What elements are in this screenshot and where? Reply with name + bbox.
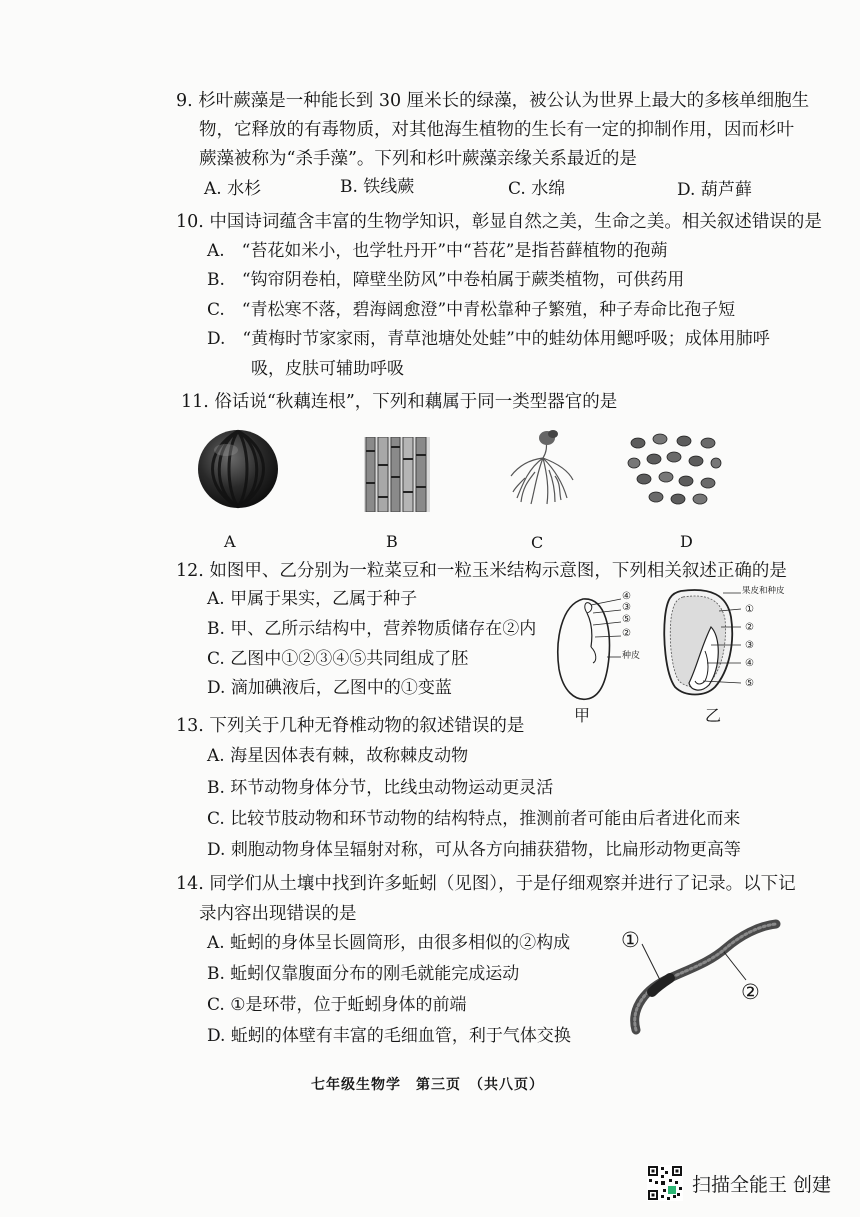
q11-label-a: A — [224, 532, 236, 551]
yi-label-2: ② — [745, 622, 754, 633]
q12-option-d: D. 滴加碘液后，乙图中的①变蓝 — [207, 678, 452, 698]
yi-label-5: ⑤ — [745, 678, 754, 689]
q14-line-2: 录内容出现错误的是 — [199, 904, 357, 924]
jia-label-3: ③ — [622, 602, 631, 613]
q12-option-c: C. 乙图中①②③④⑤共同组成了胚 — [207, 649, 469, 669]
q9-option-d: D. 葫芦藓 — [677, 180, 752, 200]
page-footer: 七年级生物学 第三页 （共八页） — [311, 1077, 544, 1093]
q14-line-1: 14. 同学们从土壤中找到许多蚯蚓（见图），于是仔细观察并进行了记录。以下记 — [176, 874, 796, 894]
caption-yi: 乙 — [705, 706, 722, 725]
watermelon-image — [196, 428, 280, 510]
q9-option-c: C. 水绵 — [508, 179, 566, 199]
q14-option-c: C. ①是环带，位于蚯蚓身体的前端 — [207, 995, 467, 1015]
q13-option-c: C. 比较节肢动物和环节动物的结构特点，推测前者可能由后者进化而来 — [207, 809, 741, 829]
jia-label-5: ⑤ — [622, 614, 631, 625]
qr-code-icon — [647, 1165, 683, 1201]
jia-label-4: ④ — [622, 591, 631, 602]
corn-kernel-diagram — [661, 587, 751, 699]
q11-stem: 11. 俗话说“秋藕连根”，下列和藕属于同一类型器官的是 — [181, 392, 618, 412]
jia-label-seed-coat: 种皮 — [622, 651, 641, 661]
q14-option-d: D. 蚯蚓的体壁有丰富的毛细血管，利于气体交换 — [207, 1026, 571, 1046]
q9-line-2: 物，它释放的有毒物质，对其他海生植物的生长有一定的抑制作用，因而杉叶 — [199, 120, 794, 140]
q13-stem: 13. 下列关于几种无脊椎动物的叙述错误的是 — [176, 716, 525, 736]
q11-label-c: C — [531, 533, 544, 552]
yi-label-1: ① — [745, 604, 754, 615]
q14-option-b: B. 蚯蚓仅靠腹面分布的刚毛就能完成运动 — [207, 964, 520, 984]
worm-label-1: ① — [621, 928, 640, 952]
q11-label-b: B — [386, 532, 398, 551]
q10-option-b: B. “钩帘阴卷柏，障壁坐防风”中卷柏属于蕨类植物，可供药用 — [207, 270, 685, 290]
q9-line-1: 9. 杉叶蕨藻是一种能长到 30 厘米长的绿藻，被公认为世界上最大的多核单细胞生 — [176, 91, 810, 111]
q14-option-a: A. 蚯蚓的身体呈长圆筒形，由很多相似的②构成 — [207, 933, 571, 953]
yi-label-4: ④ — [745, 658, 754, 669]
q12-stem: 12. 如图甲、乙分别为一粒菜豆和一粒玉米结构示意图，下列相关叙述正确的是 — [176, 561, 787, 581]
q10-option-a: A. “苔花如米小，也学牡丹开”中“苔花”是指苔藓植物的孢蒴 — [207, 241, 668, 261]
q13-option-b: B. 环节动物身体分节，比线虫动物运动更灵活 — [207, 778, 554, 798]
caption-jia: 甲 — [574, 706, 591, 725]
yi-label-3: ③ — [745, 640, 754, 651]
scanner-watermark-text: 扫描全能王 创建 — [692, 1174, 832, 1196]
q10-option-d: D. “黄梅时节家家雨，青草池塘处处蛙”中的蛙幼体用鳃呼吸；成体用肺呼 — [207, 329, 770, 349]
jia-label-2: ② — [622, 628, 631, 639]
q9-option-b: B. 铁线蕨 — [340, 177, 415, 197]
yi-label-pericarp: 果皮和种皮 — [742, 586, 785, 596]
q10-stem: 10. 中国诗词蕴含丰富的生物学知识，彰显自然之美，生命之美。相关叙述错误的是 — [176, 212, 822, 232]
worm-label-2: ② — [741, 980, 760, 1004]
q9-line-3: 蕨藻被称为“杀手藻”。下列和杉叶蕨藻亲缘关系最近的是 — [199, 149, 637, 169]
q12-option-a: A. 甲属于果实，乙属于种子 — [207, 589, 418, 609]
bean-seed-diagram — [553, 591, 653, 703]
bamboo-image — [364, 437, 430, 512]
q10-option-d-continued: 吸，皮肤可辅助呼吸 — [251, 359, 404, 379]
q10-option-c: C. “青松寒不落，碧海阔愈澄”中青松靠种子繁殖，种子寿命比孢子短 — [207, 300, 736, 320]
q9-option-a: A. 水杉 — [204, 179, 262, 199]
q13-option-a: A. 海星因体表有棘，故称棘皮动物 — [207, 746, 469, 766]
q13-option-d: D. 刺胞动物身体呈辐射对称，可从各方向捕获猎物，比扁形动物更高等 — [207, 840, 741, 860]
earthworm-image — [626, 918, 786, 1036]
beans-image — [626, 433, 722, 507]
root-image — [509, 428, 575, 506]
q11-label-d: D — [680, 532, 693, 551]
q12-option-b: B. 甲、乙所示结构中，营养物质储存在②内 — [207, 619, 537, 639]
